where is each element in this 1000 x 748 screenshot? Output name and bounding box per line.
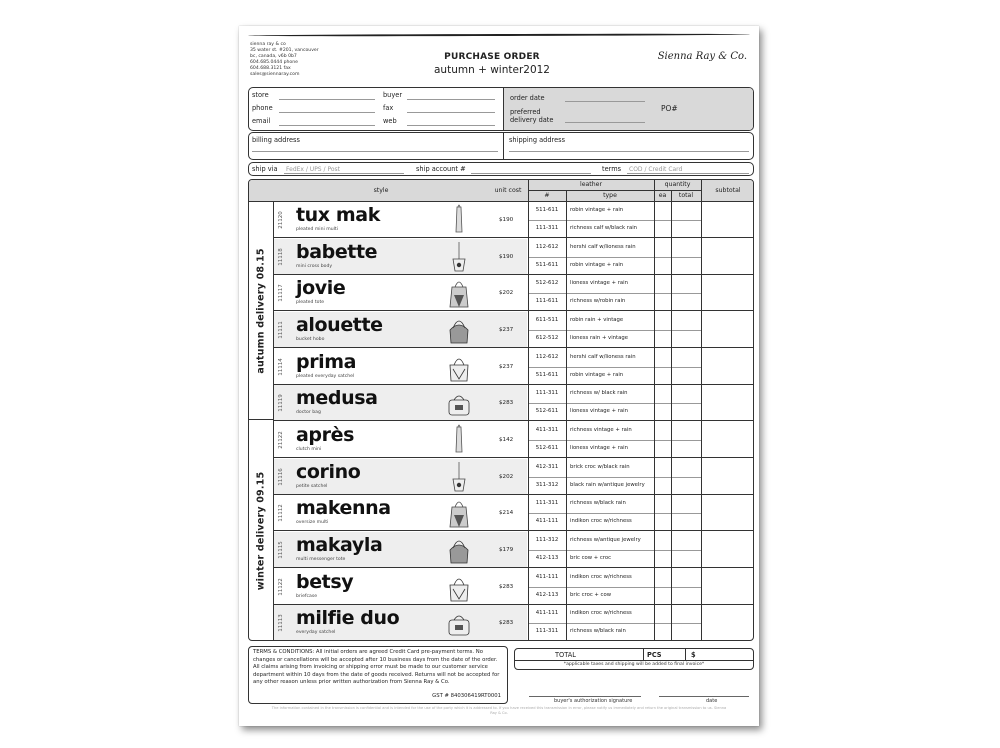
style-code: 11116: [278, 467, 284, 486]
leather-code: 112-612: [535, 243, 559, 250]
product-description: mini cross body: [296, 263, 333, 269]
unit-price: $190: [499, 217, 514, 223]
terms-placeholder: COD / Credit Card: [629, 166, 683, 173]
order-info-box: [248, 87, 754, 131]
terms-and-conditions: [248, 646, 508, 704]
product-row: [274, 202, 754, 238]
duo-satchel-icon: [444, 607, 474, 639]
top-rule: [248, 33, 750, 36]
row-subdivider: [528, 550, 701, 551]
po-number-label: PO#: [661, 104, 678, 113]
web-field[interactable]: [407, 125, 495, 126]
product-name: jovie: [296, 277, 346, 300]
purchase-order-sheet: [239, 26, 759, 726]
leather-type: richness w/black rain: [570, 500, 626, 507]
product-description: pleated mini multi: [296, 227, 338, 232]
leather-type: indikon croc w/richness: [570, 610, 632, 617]
subtotal-header: subtotal: [715, 187, 741, 194]
row-subdivider: [528, 367, 701, 368]
shipping-address-field[interactable]: [509, 151, 749, 152]
row-subdivider: [528, 220, 701, 221]
leather-type: richness w/antique jewelry: [570, 537, 641, 544]
leather-type: richness calf w/black rain: [570, 225, 638, 231]
style-code: 11115: [278, 541, 284, 559]
style-code: 11114: [278, 357, 284, 376]
leather-type: indikon croc w/richness: [570, 518, 632, 525]
terms-text: TERMS & CONDITIONS: All initial orders are agreed Credit Card pre-payment terms. No changes or cancellations will be accepted after 10 business days from the date of the order. All claims arising from invoicing or shipping error must be made to our customer service department within 10 days from the date of goods received. Returns will not be accepted for any other reason unless prior written authorization from Sienna Ray & Co.: [253, 649, 500, 685]
leather-code: 412-311: [535, 463, 559, 470]
autumn-season-label: autumn delivery 08.15: [255, 247, 267, 374]
company-name: sienna ray & co: [250, 42, 286, 47]
product-description: clutch mini: [296, 447, 322, 453]
leather-type: lioness rain + vintage: [570, 335, 628, 341]
ship-via-placeholder: FedEx / UPS / Post: [286, 166, 341, 173]
web-label: web: [383, 117, 397, 125]
billing-address-label: billing address: [252, 136, 300, 144]
leather-code: 512-612: [535, 280, 559, 287]
briefcase-icon: [444, 571, 474, 603]
product-order-table: [248, 179, 754, 641]
product-name: makenna: [296, 497, 391, 520]
column-divider: [528, 180, 529, 640]
leather-code: 511-611: [535, 261, 559, 268]
total-divider: [685, 649, 686, 660]
leather-type: richness w/robin rain: [570, 298, 626, 305]
order-date-field[interactable]: [565, 101, 645, 102]
winter-season-label: winter delivery 09.15: [255, 471, 267, 591]
product-name: tux mak: [296, 204, 380, 226]
leather-type: robin vintage + rain: [570, 371, 624, 378]
winter-season-column: [249, 420, 274, 641]
leather-type: robin rain + vintage: [570, 317, 624, 323]
messenger-tote-icon: [444, 534, 474, 566]
leather-number-header: #: [544, 192, 550, 199]
company-fax: 604.688.3121 fax: [250, 66, 291, 72]
email-label: email: [252, 117, 271, 125]
buyer-label: buyer: [383, 91, 403, 99]
unit-price: $190: [499, 253, 514, 260]
multi-bag-icon: [444, 497, 474, 529]
dollar-label: $: [691, 651, 696, 659]
leather-code: 411-111: [535, 610, 559, 617]
phone-field[interactable]: [279, 112, 375, 113]
row-subdivider: [528, 623, 701, 624]
email-field[interactable]: [279, 125, 375, 126]
pleated-tote-icon: [444, 277, 474, 309]
leather-code: 512-611: [535, 408, 559, 415]
pcs-label: PCS: [647, 651, 662, 659]
unit-price: $142: [499, 437, 514, 444]
date-label: date: [706, 698, 718, 704]
product-name: medusa: [296, 387, 378, 410]
row-subdivider: [528, 403, 701, 404]
unit-price: $283: [499, 583, 514, 590]
doctor-bag-icon: [444, 387, 474, 419]
petite-satchel-icon: [444, 461, 474, 493]
leather-code: 511-611: [535, 207, 559, 213]
product-description: oversize multi: [296, 520, 329, 526]
row-subdivider: [528, 440, 701, 441]
leather-code: 111-311: [535, 500, 559, 507]
product-name: prima: [296, 350, 357, 373]
leather-code: 612-512: [535, 335, 559, 341]
leather-code: 411-111: [535, 518, 559, 525]
quantity-total-header: total: [678, 192, 694, 199]
row-divider: [274, 640, 754, 641]
product-name: makayla: [296, 534, 383, 557]
shipping-address-label: shipping address: [509, 136, 566, 144]
product-row: [274, 532, 754, 568]
product-description: pleated tote: [296, 300, 325, 306]
leather-code: 111-611: [535, 298, 559, 305]
row-subdivider: [528, 587, 701, 588]
gst-number: GST # 840306419RT0001: [432, 692, 501, 699]
fax-label: fax: [383, 104, 394, 112]
leather-type: richness vintage + rain: [570, 427, 632, 434]
leather-type: indikon croc w/richness: [570, 573, 632, 580]
leather-code: 412-113: [535, 591, 559, 598]
leather-code: 111-311: [535, 225, 559, 231]
form-title: PURCHASE ORDER: [444, 52, 540, 62]
product-description: multi messenger tote: [296, 557, 346, 563]
product-row: [274, 459, 754, 495]
signature-field[interactable]: [529, 696, 641, 697]
table-header: [249, 180, 753, 202]
column-divider: [671, 190, 672, 640]
total-row: [515, 649, 753, 661]
style-code: 11112: [278, 504, 284, 523]
date-field[interactable]: [659, 696, 749, 697]
buyer-field[interactable]: [407, 99, 495, 100]
product-description: doctor bag: [296, 410, 321, 416]
autumn-season-column: [249, 202, 274, 420]
leather-code: 611-511: [535, 317, 559, 323]
style-code: 21120: [278, 211, 284, 229]
hobo-bag-icon: [444, 314, 474, 346]
row-subdivider: [528, 293, 701, 294]
unit-cost-header: unit cost: [494, 187, 522, 194]
tote-bag-icon: [444, 204, 474, 236]
company-phone: 604.685.0444 phone: [250, 60, 298, 66]
order-date-label: order date: [510, 94, 545, 102]
billing-address-field[interactable]: [252, 151, 498, 152]
tax-note: *applicable taxes and shipping will be added to final invoice*: [563, 662, 705, 667]
product-name: babette: [296, 240, 378, 263]
product-description: petite satchel: [296, 483, 328, 489]
leather-code: 111-311: [535, 628, 559, 635]
ship-via-label: ship via: [252, 165, 278, 173]
column-divider: [701, 180, 702, 640]
total-label: TOTAL: [555, 651, 576, 659]
product-description: briefcase: [296, 593, 318, 599]
unit-price: $283: [499, 400, 514, 407]
leather-code: 311-312: [535, 481, 559, 488]
leather-type: bric croc + cow: [570, 591, 612, 598]
product-name: corino: [296, 460, 361, 483]
leather-code: 111-312: [535, 537, 559, 544]
store-field[interactable]: [279, 99, 375, 100]
fax-field[interactable]: [407, 112, 495, 113]
product-row: [274, 385, 754, 421]
phone-label: phone: [252, 104, 273, 112]
company-info: [250, 42, 319, 79]
leather-type: lioness vintage + rain: [570, 280, 628, 287]
preferred-delivery-label: preferred delivery date: [510, 108, 554, 124]
company-address-line: bc, canada, v6b 0b7: [250, 54, 297, 60]
leather-type: hershi calf w/lioness rain: [570, 353, 636, 360]
style-code: 11118: [278, 247, 284, 266]
leather-type: robin vintage + rain: [570, 207, 624, 213]
unit-price: $202: [499, 290, 514, 297]
style-code: 11117: [278, 284, 284, 303]
terms-field[interactable]: [627, 173, 749, 174]
store-label: store: [252, 91, 269, 99]
product-name: après: [296, 424, 354, 447]
leather-type: robin vintage + rain: [570, 261, 624, 268]
product-row: [274, 605, 754, 641]
leather-code: 512-611: [535, 445, 559, 452]
company-email: sales@siennaray.com: [250, 72, 300, 78]
row-subdivider: [528, 257, 701, 258]
quantity-header: quantity: [664, 181, 691, 188]
total-divider: [643, 649, 644, 660]
product-description: bucket hobo: [296, 337, 325, 342]
product-name: betsy: [296, 570, 354, 593]
leather-type: black rain w/antique jewelry: [570, 481, 645, 488]
product-row: [274, 239, 754, 275]
ship-account-field[interactable]: [471, 173, 591, 174]
leather-type-header: type: [603, 192, 617, 199]
product-row: [274, 349, 754, 385]
address-divider: [503, 133, 504, 159]
unit-price: $179: [499, 547, 514, 554]
product-description: pleated everyday satchel: [296, 373, 355, 379]
leather-type: bric cow + croc: [570, 555, 612, 562]
shipping-box: [248, 162, 754, 176]
leather-header: leather: [579, 181, 603, 188]
product-row: [274, 569, 754, 605]
total-box: [514, 648, 754, 670]
unit-price: $214: [499, 510, 514, 517]
leather-code: 511-611: [535, 371, 559, 378]
unit-price: $237: [499, 327, 514, 333]
crossbody-bag-icon: [444, 241, 474, 273]
column-divider: [654, 180, 655, 640]
style-code: 11113: [278, 614, 284, 633]
clutch-icon: [444, 424, 474, 456]
leather-type: lioness vintage + rain: [570, 408, 628, 415]
preferred-delivery-field[interactable]: [565, 122, 645, 123]
product-row: [274, 495, 754, 531]
quantity-each-header: ea: [658, 192, 667, 199]
ship-account-label: ship account #: [416, 165, 466, 173]
leather-type: brick croc w/black rain: [570, 463, 630, 470]
season-title: autumn + winter2012: [434, 64, 550, 76]
company-address-line: 35 water st. #201, vancouver: [250, 48, 319, 54]
leather-code: 111-311: [535, 390, 559, 397]
row-subdivider: [528, 513, 701, 514]
unit-price: $283: [499, 620, 514, 627]
address-box: [248, 132, 754, 160]
style-code: 11111: [278, 321, 284, 339]
fine-print: The information contained in the transmission is confidential and is intended for the use of the party which it is addressed to. If you have received this transmission in error, please notify us immediately and return the original transmission to us. Sienna Ray & Co.: [271, 706, 727, 715]
leather-code: 411-311: [535, 427, 559, 434]
row-subdivider: [528, 330, 701, 331]
leather-code: 411-111: [535, 573, 559, 580]
row-subdivider: [528, 477, 701, 478]
leather-code: 112-612: [535, 353, 559, 360]
style-code: 11119: [278, 394, 284, 413]
style-code: 11122: [278, 577, 284, 596]
leather-type: richness w/ black rain: [570, 390, 628, 397]
product-name: alouette: [296, 314, 383, 336]
leather-type: hershi calf w/lioness rain: [570, 243, 636, 250]
unit-price: $237: [499, 363, 514, 370]
column-divider: [566, 190, 567, 640]
ship-via-field[interactable]: [284, 173, 404, 174]
signature-label: buyer's authorization signature: [554, 698, 633, 704]
style-header: style: [373, 187, 389, 194]
header-subdivider: [528, 190, 701, 191]
satchel-icon: [444, 351, 474, 383]
product-row: [274, 312, 754, 348]
brand-logo: Sienna Ray & Co.: [657, 51, 747, 62]
leather-type: lioness vintage + rain: [570, 445, 628, 452]
terms-label: terms: [602, 165, 622, 173]
style-code: 21122: [278, 431, 284, 449]
leather-type: richness w/black rain: [570, 628, 626, 635]
unit-price: $202: [499, 473, 514, 480]
product-name: milfie duo: [296, 607, 400, 630]
leather-code: 412-113: [535, 555, 559, 562]
product-description: everyday satchel: [296, 630, 336, 636]
product-row: [274, 275, 754, 311]
product-row: [274, 422, 754, 458]
